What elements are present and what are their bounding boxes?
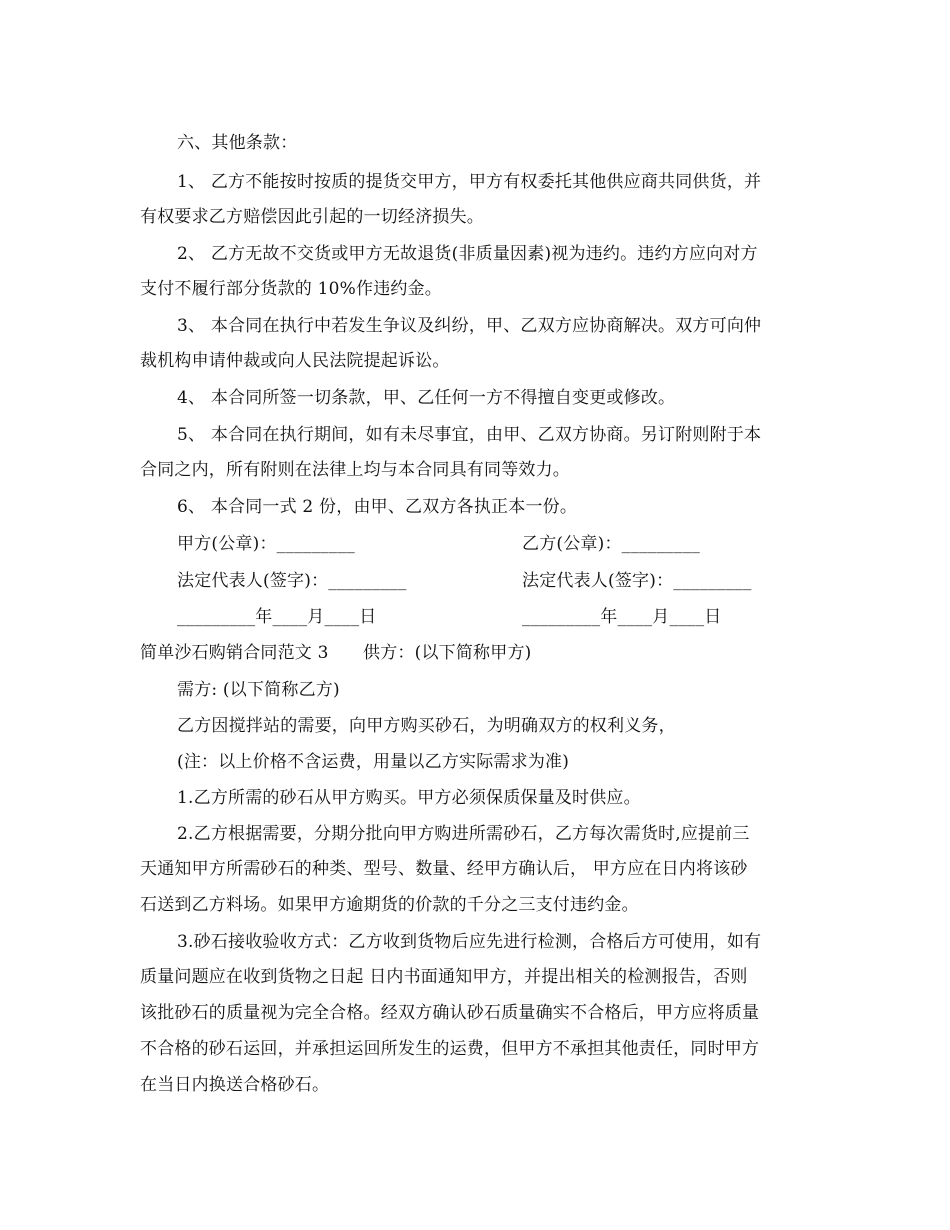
term-3-line-5: 在当日内换送合格砂石。: [140, 1075, 330, 1095]
price-note: (注：以上价格不含运费，用量以乙方实际需求为准): [177, 752, 570, 772]
clause-3-line-1: 3、 本合同在执行中若发生争议及纠纷，甲、乙双方应协商解决。双方可向仲: [177, 316, 762, 336]
clause-5-line-2: 合同之内，所有附则在法律上均与本合同具有同等效力。: [140, 460, 570, 480]
clause-2-line-2: 支付不履行部分货款的 10%作违约金。: [140, 279, 442, 299]
buyer-line: 需方: (以下简称乙方): [177, 680, 340, 700]
contract-title: 简单沙石购销合同范文 3 供方：(以下简称甲方): [140, 643, 532, 663]
term-2-line-1: 2.乙方根据需要，分期分批向甲方购进所需砂石，乙方每次需货时,应提前三: [177, 824, 750, 844]
term-3-line-4: 不合格的砂石运回，并承担运回所发生的运费，但甲方不承担其他责任，同时甲方: [140, 1039, 760, 1059]
clause-1-line-2: 有权要求乙方赔偿因此引起的一切经济损失。: [140, 207, 484, 227]
term-1-line-1: 1.乙方所需的砂石从甲方购买。甲方必须保质保量及时供应。: [177, 788, 641, 808]
party-b-representative: 法定代表人(签字)：_________: [522, 571, 752, 591]
party-a-representative: 法定代表人(签字)：_________: [177, 571, 407, 591]
term-3-line-1: 3.砂石接收验收方式：乙方收到货物后应先进行检测，合格后方可使用，如有: [177, 932, 762, 952]
party-a-seal: 甲方(公章)：_________: [177, 534, 355, 554]
clause-3-line-2: 裁机构申请仲裁或向人民法院提起诉讼。: [140, 351, 450, 371]
term-3-line-3: 该批砂石的质量视为完全合格。经双方确认砂石质量确实不合格后，甲方应将质量: [140, 1003, 760, 1023]
clause-5-line-1: 5、 本合同在执行期间，如有未尽事宜，由甲、乙双方协商。另订附则附于本: [177, 425, 762, 445]
term-2-line-2: 天通知甲方所需砂石的种类、型号、数量、经甲方确认后， 甲方应在日内将该砂: [140, 859, 748, 879]
party-b-date: _________年____月____日: [522, 607, 722, 627]
section-heading: 六、其他条款：: [177, 133, 298, 153]
clause-6-line-1: 6、 本合同一式 2 份，由甲、乙双方各执正本一份。: [177, 497, 578, 517]
purpose-line: 乙方因搅拌站的需要，向甲方购买砂石，为明确双方的权利义务，: [177, 716, 676, 736]
clause-2-line-1: 2、 乙方无故不交货或甲方无故退货(非质量因素)视为违约。违约方应向对方: [177, 244, 758, 264]
party-a-date: _________年____月____日: [177, 607, 377, 627]
term-3-line-2: 质量问题应在收到货物之日起 日内书面通知甲方，并提出相关的检测报告，否则: [140, 967, 748, 987]
clause-4-line-1: 4、 本合同所签一切条款，甲、乙任何一方不得擅自变更或修改。: [177, 388, 676, 408]
clause-1-line-1: 1、 乙方不能按时按质的提货交甲方，甲方有权委托其他供应商共同供货，并: [177, 172, 762, 192]
party-b-seal: 乙方(公章)：_________: [522, 534, 700, 554]
term-2-line-3: 石送到乙方料场。如果甲方逾期货的价款的千分之三支付违约金。: [140, 895, 639, 915]
